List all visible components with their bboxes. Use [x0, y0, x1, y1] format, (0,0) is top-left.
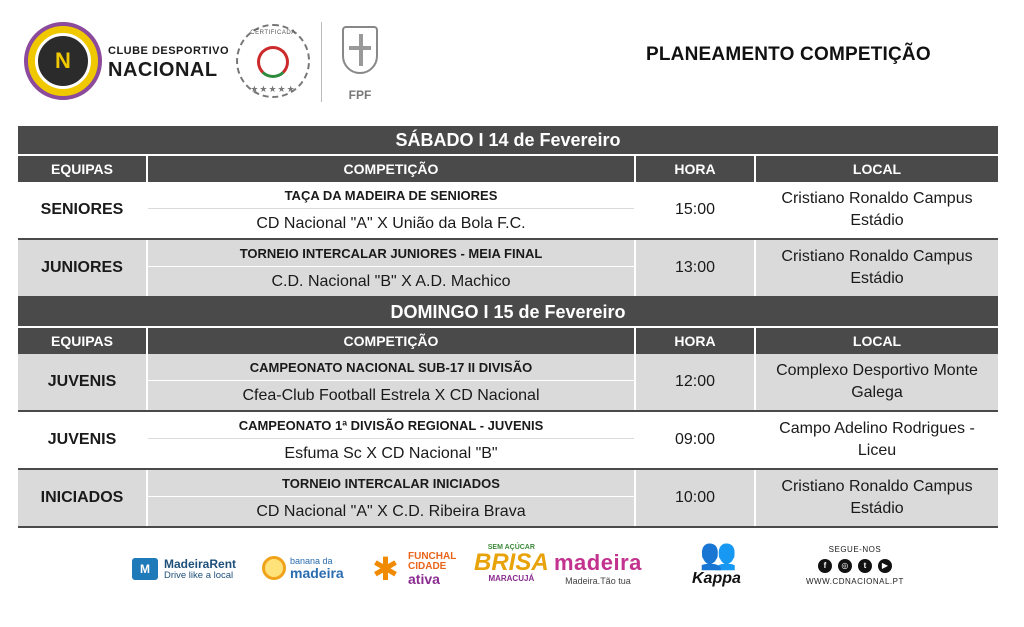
- sponsor-brisa-logo: [474, 544, 549, 583]
- twitter-icon[interactable]: t: [858, 559, 872, 573]
- table-row: [18, 412, 998, 470]
- fpf-logo: [334, 24, 386, 104]
- sponsor-funchal-line1: FUNCHAL: [408, 551, 457, 562]
- day-header: SÁBADO I 14 de Fevereiro: [18, 126, 998, 154]
- sponsor-madeira-logo: [554, 552, 642, 586]
- kappa-figures-icon: 👥: [699, 538, 734, 571]
- row-competition-cell: [148, 182, 636, 238]
- sponsor-madeirarent-name: MadeiraRent: [164, 557, 237, 571]
- row-competition-cell: [148, 470, 636, 526]
- row-team: JUVENIS: [18, 412, 148, 468]
- sponsor-madeirarent-tagline: Drive like a local: [164, 569, 234, 581]
- row-match: C.D. Nacional "B" X A.D. Machico: [271, 272, 511, 290]
- row-team: INICIADOS: [18, 470, 148, 526]
- column-headers: [18, 326, 998, 354]
- sponsor-banana-madeira-logo: [262, 556, 344, 580]
- row-team: JUVENIS: [18, 354, 148, 410]
- row-hour: 13:00: [636, 240, 756, 296]
- table-row: [18, 182, 998, 240]
- row-hour: 12:00: [636, 354, 756, 410]
- sponsor-brisa-flavor: MARACUJÁ: [488, 574, 535, 583]
- cert-seal-stars: ★★★★★: [250, 84, 296, 94]
- row-local: Cristiano Ronaldo Campus Estádio: [781, 478, 973, 517]
- club-name-line2: NACIONAL: [108, 59, 218, 81]
- row-competition-cell: [148, 354, 636, 410]
- sponsor-brisa-top: SEM AÇÚCAR: [487, 544, 535, 551]
- sponsor-brisa-name: BRISA: [474, 549, 549, 576]
- column-header-competition: COMPETIÇÃO: [148, 328, 636, 354]
- sponsor-kappa-name: Kappa: [692, 570, 741, 587]
- table-row: [18, 354, 998, 412]
- social-links: [806, 546, 904, 586]
- page-title: PLANEAMENTO COMPETIÇÃO: [646, 44, 931, 65]
- youtube-icon[interactable]: ▶: [878, 559, 892, 573]
- row-competition: TORNEIO INTERCALAR INICIADOS: [148, 470, 634, 497]
- column-header-team: EQUIPAS: [18, 328, 148, 354]
- schedule-table: [18, 126, 998, 528]
- row-match: CD Nacional "A" X C.D. Ribeira Brava: [256, 502, 526, 520]
- column-header-hour: HORA: [636, 328, 756, 354]
- day-header: DOMINGO I 15 de Fevereiro: [18, 298, 998, 326]
- club-name: [108, 46, 229, 80]
- table-row: [18, 240, 998, 298]
- fpf-shield-icon: [342, 26, 378, 74]
- column-headers: [18, 154, 998, 182]
- sponsor-banana-line2: madeira: [290, 564, 344, 581]
- row-competition: TAÇA DA MADEIRA DE SENIORES: [148, 182, 634, 209]
- social-url[interactable]: WWW.CDNACIONAL.PT: [806, 577, 904, 586]
- row-local: Cristiano Ronaldo Campus Estádio: [781, 190, 973, 229]
- row-competition: CAMPEONATO 1ª DIVISÃO REGIONAL - JUVENIS: [148, 412, 634, 439]
- sponsor-madeirarent-logo: [132, 558, 236, 581]
- certification-seal-logo: [236, 24, 310, 102]
- club-name-line1: CLUBE DESPORTIVO: [108, 45, 230, 57]
- row-competition: CAMPEONATO NACIONAL SUB-17 II DIVISÃO: [148, 354, 634, 381]
- row-match: CD Nacional "A" X União da Bola F.C.: [256, 214, 526, 232]
- row-hour: 10:00: [636, 470, 756, 526]
- banana-icon: [262, 556, 286, 580]
- instagram-icon[interactable]: ◎: [838, 559, 852, 573]
- column-header-local: LOCAL: [852, 333, 902, 349]
- cert-seal-text: CERTIFICADA: [250, 30, 296, 36]
- sponsor-kappa-logo: [692, 540, 741, 587]
- sponsors-bar: [0, 540, 1024, 627]
- row-local: Complexo Desportivo Monte Galega: [776, 362, 978, 401]
- sponsor-funchal-line2: CIDADE: [408, 561, 447, 572]
- column-header-hour: HORA: [636, 156, 756, 182]
- sponsor-madeira-name: madeira: [554, 550, 642, 575]
- row-competition: TORNEIO INTERCALAR JUNIORES - MEIA FINAL: [148, 240, 634, 267]
- madeirarent-icon: M: [132, 558, 158, 580]
- sponsor-funchal-logo: [372, 552, 456, 586]
- header-divider: [321, 22, 322, 102]
- funchal-star-icon: ✱: [372, 551, 399, 587]
- fpf-label: FPF: [348, 88, 372, 102]
- row-hour: 15:00: [636, 182, 756, 238]
- crest-monogram: N: [35, 33, 91, 89]
- sponsor-madeira-tagline: Madeira.Tão tua: [565, 576, 631, 586]
- row-local: Cristiano Ronaldo Campus Estádio: [781, 248, 973, 287]
- row-local: Campo Adelino Rodrigues - Liceu: [779, 420, 975, 459]
- row-team: SENIORES: [18, 182, 148, 238]
- header: [0, 0, 1024, 118]
- row-competition-cell: [148, 240, 636, 296]
- sponsor-banana-line1: banana da: [290, 555, 333, 566]
- club-crest-logo: [24, 22, 102, 100]
- column-header-competition: COMPETIÇÃO: [148, 156, 636, 182]
- social-label: SEGUE-NOS: [828, 545, 882, 554]
- row-match: Esfuma Sc X CD Nacional "B": [284, 444, 498, 462]
- table-row: [18, 470, 998, 528]
- sponsor-funchal-line3: ativa: [408, 571, 440, 587]
- row-team: JUNIORES: [18, 240, 148, 296]
- row-competition-cell: [148, 412, 636, 468]
- row-hour: 09:00: [636, 412, 756, 468]
- row-match: Cfea-Club Football Estrela X CD Nacional: [242, 386, 540, 404]
- column-header-local: LOCAL: [852, 161, 902, 177]
- facebook-icon[interactable]: f: [818, 559, 832, 573]
- column-header-team: EQUIPAS: [18, 156, 148, 182]
